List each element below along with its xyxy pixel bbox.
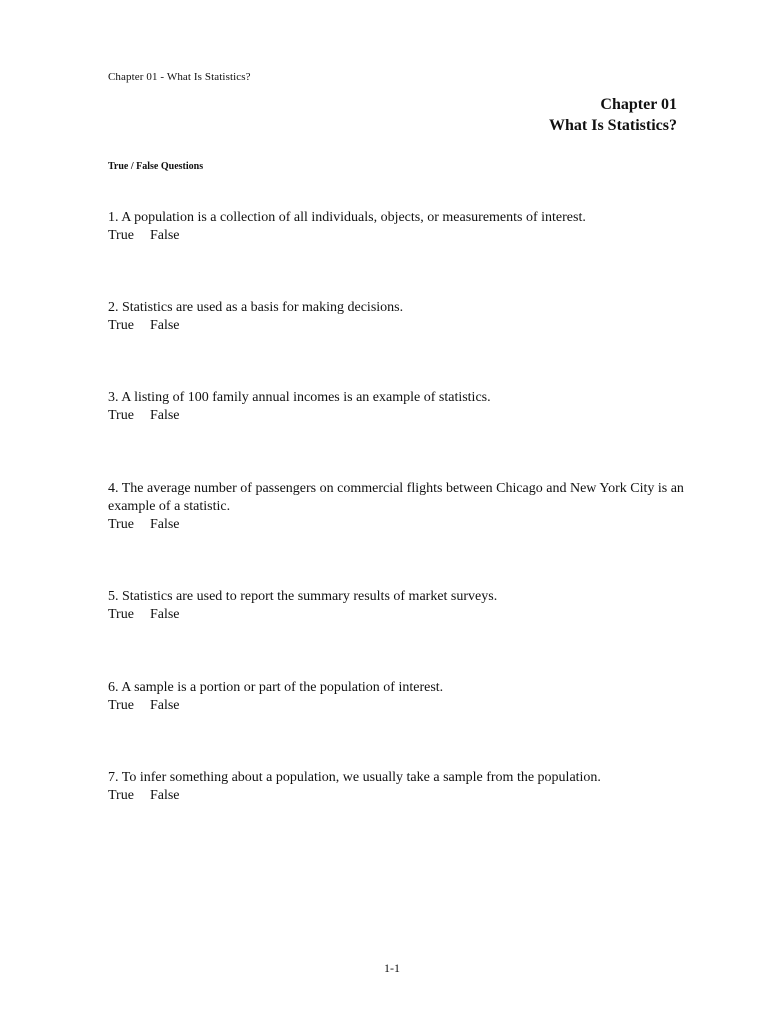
answer-choices — [108, 227, 698, 245]
question-2 — [108, 299, 698, 335]
running-header: Chapter 01 - What Is Statistics? — [108, 71, 251, 83]
question-6 — [108, 679, 698, 715]
question-text: 2. Statistics are used as a basis for making decisions. — [108, 300, 404, 315]
answer-choices — [108, 317, 698, 335]
choice-true: True — [108, 228, 134, 243]
choice-false: False — [149, 517, 180, 532]
answer-choices — [108, 606, 698, 624]
page-number: 1-1 — [384, 961, 400, 975]
choice-false: False — [149, 318, 180, 333]
choice-false: False — [149, 698, 180, 713]
chapter-number: Chapter 01 — [600, 96, 677, 113]
answer-choices — [108, 787, 698, 805]
choice-true: True — [108, 408, 134, 423]
choice-false: False — [149, 228, 180, 243]
question-1 — [108, 209, 698, 245]
question-4 — [108, 480, 698, 534]
question-text: 7. To infer something about a population, we usually take a sample from the population. — [108, 770, 601, 785]
section-heading: True / False Questions — [108, 161, 204, 172]
question-text: 5. Statistics are used to report the summary results of market surveys. — [108, 589, 498, 604]
choice-true: True — [108, 517, 134, 532]
answer-choices — [108, 516, 698, 534]
question-7 — [108, 769, 698, 805]
answer-choices — [108, 697, 698, 715]
question-text: 3. A listing of 100 family annual incomes is an example of statistics. — [108, 390, 491, 405]
choice-true: True — [108, 698, 134, 713]
chapter-heading — [549, 94, 677, 136]
choice-true: True — [108, 788, 134, 803]
question-5 — [108, 588, 698, 624]
choice-false: False — [149, 408, 180, 423]
choice-false: False — [149, 788, 180, 803]
chapter-title: What Is Statistics? — [548, 117, 677, 134]
choice-true: True — [108, 607, 134, 622]
answer-choices — [108, 407, 698, 425]
question-text: 6. A sample is a portion or part of the population of interest. — [108, 680, 444, 695]
question-text: 1. A population is a collection of all individuals, objects, or measurements of interest. — [108, 210, 586, 225]
choice-true: True — [108, 318, 134, 333]
question-3 — [108, 389, 698, 425]
question-text: 4. The average number of passengers on commercial flights between Chicago and New York City is an example of a statistic. — [108, 481, 684, 514]
choice-false: False — [149, 607, 180, 622]
